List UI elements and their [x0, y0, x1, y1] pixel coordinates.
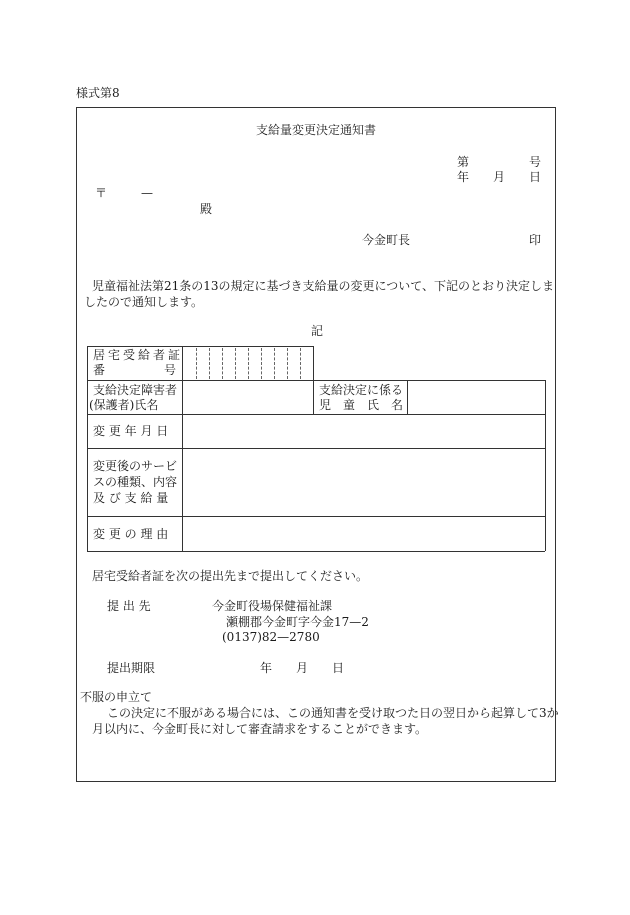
deadline-gatsu: 月 — [296, 661, 309, 675]
reason-label: 変 更 の 理 由 — [93, 527, 169, 541]
seal-mark: 印 — [529, 233, 542, 247]
cert-no-label-line-1: 居宅受給者証 — [93, 348, 184, 362]
body-text-line-1: 児童福祉法第21条の13の規定に基づき支給量の変更について、下記のとおり決定しま — [92, 279, 555, 293]
cert-no-label-ban: 番 — [93, 363, 106, 377]
guardian-label-line-2: (保護者)氏名 — [89, 398, 159, 412]
deadline-nichi: 日 — [332, 661, 345, 675]
service-label-line-3: 及 び 支 給 量 — [93, 491, 169, 505]
submit-to-label: 提 出 先 — [107, 599, 151, 613]
body-text-line-2: したので通知します。 — [84, 295, 204, 309]
addressee-suffix: 殿 — [200, 202, 213, 216]
postal-mark: 〒 — [95, 186, 108, 200]
guardian-label-line-1: 支給決定障害者 — [93, 383, 178, 397]
cert-no-label-line-2 — [93, 363, 176, 378]
date-nen: 年 — [457, 170, 470, 184]
service-label-line-2: スの種類、内容 — [93, 475, 178, 489]
objection-text-line-2: 月以内に、今金町長に対して審査請求をすることができます。 — [92, 722, 428, 736]
ref-dai: 第 — [457, 155, 470, 169]
child-label-line-1: 支給決定に係る — [319, 383, 404, 397]
cert-no-label-go: 号 — [163, 363, 176, 377]
ki-heading: 記 — [311, 324, 324, 338]
ref-go: 号 — [529, 155, 542, 169]
document-frame — [76, 107, 556, 782]
objection-text-line-1: この決定に不服がある場合には、この通知書を受け取つた日の翌日から起算して3か — [107, 706, 559, 720]
change-date-label: 変 更 年 月 日 — [93, 424, 169, 438]
deadline-label: 提出期限 — [107, 661, 156, 675]
objection-heading: 不服の申立て — [80, 690, 153, 704]
postal-dash: — — [141, 186, 153, 200]
submit-instruction: 居宅受給者証を次の提出先まで提出してください。 — [92, 569, 369, 583]
submit-to-address: 瀬棚郡今金町字今金17—2 — [226, 615, 369, 629]
service-label-line-1: 変更後のサービ — [93, 459, 178, 473]
submit-to-office: 今金町役場保健福祉課 — [212, 599, 333, 613]
date-gatsu: 月 — [493, 170, 506, 184]
form-number: 様式第8 — [76, 86, 120, 100]
submit-to-phone: (0137)82—2780 — [222, 630, 320, 644]
issuer: 今金町長 — [362, 233, 411, 247]
child-label-line-2: 児 童 氏 名 — [319, 398, 404, 412]
deadline-nen: 年 — [260, 661, 273, 675]
date-nichi: 日 — [529, 170, 542, 184]
document-title: 支給量変更決定通知書 — [256, 123, 377, 137]
